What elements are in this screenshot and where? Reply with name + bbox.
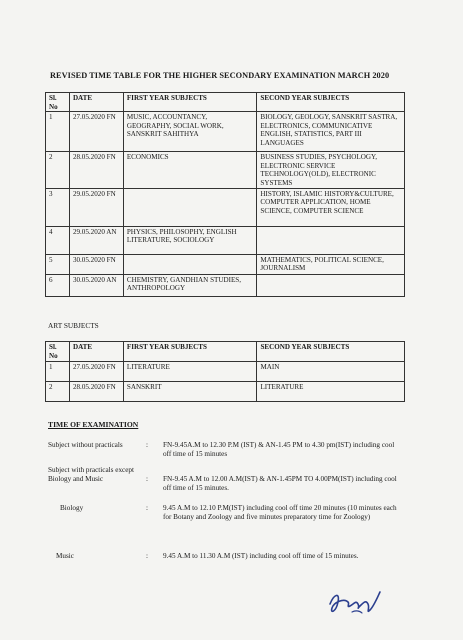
cell-first-year: SANSKRIT (123, 382, 257, 402)
cell-date: 30.05.2020 AN (69, 274, 123, 296)
exam-time-text: 9.45 A.M to 11.30 A.M (IST) including cool off time of 15 minutes. (163, 552, 359, 560)
timetable (45, 92, 405, 297)
cell-second-year: LITERATURE (257, 382, 405, 402)
cell-second-year: MAIN (257, 362, 405, 382)
exam-time-colon: : (146, 475, 148, 483)
art-subjects-table (45, 341, 405, 402)
table-row (46, 152, 405, 188)
table-row (46, 112, 405, 152)
cell-date: 27.05.2020 FN (69, 362, 123, 382)
cell-first-year: ECONOMICS (123, 152, 257, 188)
exam-time-text: 9.45 A.M to 12.10 P.M(IST) including cool off time 20 minutes (10 minutes each for Botany and Zoology and five minutes preparatory time for Zoology) (163, 504, 397, 521)
cell-first-year: PHYSICS, PHILOSOPHY, ENGLISH LITERATURE, SOCIOLOGY (123, 226, 257, 254)
cell-first-year: LITERATURE (123, 362, 257, 382)
header-first-year: FIRST YEAR SUBJECTS (123, 93, 257, 112)
cell-date: 28.05.2020 FN (69, 152, 123, 188)
cell-second-year: MATHEMATICS, POLITICAL SCIENCE, JOURNALISM (257, 254, 405, 274)
exam-time-colon: : (146, 441, 148, 449)
time-of-examination-heading: TIME OF EXAMINATION (48, 420, 139, 429)
cell-date: 27.05.2020 FN (69, 112, 123, 152)
table-row (46, 226, 405, 254)
cell-date: 28.05.2020 FN (69, 382, 123, 402)
cell-sl: 6 (46, 274, 70, 296)
exam-time-label: Biology (60, 504, 84, 512)
cell-date: 30.05.2020 FN (69, 254, 123, 274)
signature-icon (326, 584, 386, 618)
cell-first-year (123, 188, 257, 226)
cell-sl: 3 (46, 188, 70, 226)
exam-time-label: Subject without practicals (48, 441, 123, 449)
header-first-year: FIRST YEAR SUBJECTS (123, 342, 257, 362)
header-date: DATE (69, 342, 123, 362)
cell-sl: 5 (46, 254, 70, 274)
cell-first-year: MUSIC, ACCOUNTANCY, GEOGRAPHY, SOCIAL WORK, SANSKRIT SAHITHYA (123, 112, 257, 152)
table-row (46, 274, 405, 296)
table-row (46, 188, 405, 226)
exam-time-colon: : (146, 504, 148, 512)
cell-first-year (123, 254, 257, 274)
header-sl-no: Sl. No (46, 93, 70, 112)
cell-second-year (257, 226, 405, 254)
table-header-row (46, 93, 405, 112)
cell-second-year: BIOLOGY, GEOLOGY, SANSKRIT SASTRA, ELECTRONICS, COMMUNICATIVE ENGLISH, STATISTICS, PART III LANGUAGES (257, 112, 405, 152)
exam-time-label: Subject with practicals except Biology and Music (48, 466, 135, 483)
document-title: REVISED TIME TABLE FOR THE HIGHER SECONDARY EXAMINATION MARCH 2020 (50, 71, 390, 80)
table-row (46, 382, 405, 402)
header-second-year: SECOND YEAR SUBJECTS (257, 342, 405, 362)
exam-time-colon: : (146, 552, 148, 560)
cell-first-year: CHEMISTRY, GANDHIAN STUDIES, ANTHROPOLOGY (123, 274, 257, 296)
header-second-year: SECOND YEAR SUBJECTS (257, 93, 405, 112)
cell-second-year: BUSINESS STUDIES, PSYCHOLOGY, ELECTRONIC SERVICE TECHNOLOGY(OLD), ELECTRONIC SYSTEMS (257, 152, 405, 188)
table-header-row (46, 342, 405, 362)
art-subjects-heading: ART SUBJECTS (48, 321, 99, 330)
table-row (46, 362, 405, 382)
header-date: DATE (69, 93, 123, 112)
cell-sl: 1 (46, 362, 70, 382)
cell-sl: 4 (46, 226, 70, 254)
header-sl-no: Sl. No (46, 342, 70, 362)
cell-second-year: HISTORY, ISLAMIC HISTORY&CULTURE, COMPUTER APPLICATION, HOME SCIENCE, COMPUTER SCIENCE (257, 188, 405, 226)
cell-sl: 2 (46, 382, 70, 402)
exam-time-label: Music (56, 552, 74, 560)
exam-time-text: FN-9.45A.M to 12.30 P.M (IST) & AN-1.45 PM to 4.30 pm(IST) including cool off time of 15 minutes (163, 441, 395, 458)
cell-sl: 2 (46, 152, 70, 188)
exam-time-text: FN-9.45 A.M to 12.00 A.M(IST) & AN-1.45PM TO 4.00PM(IST) including cool off time of 15 minutes. (163, 475, 397, 492)
cell-second-year (257, 274, 405, 296)
cell-date: 29.05.2020 FN (69, 188, 123, 226)
cell-sl: 1 (46, 112, 70, 152)
cell-date: 29.05.2020 AN (69, 226, 123, 254)
table-row (46, 254, 405, 274)
